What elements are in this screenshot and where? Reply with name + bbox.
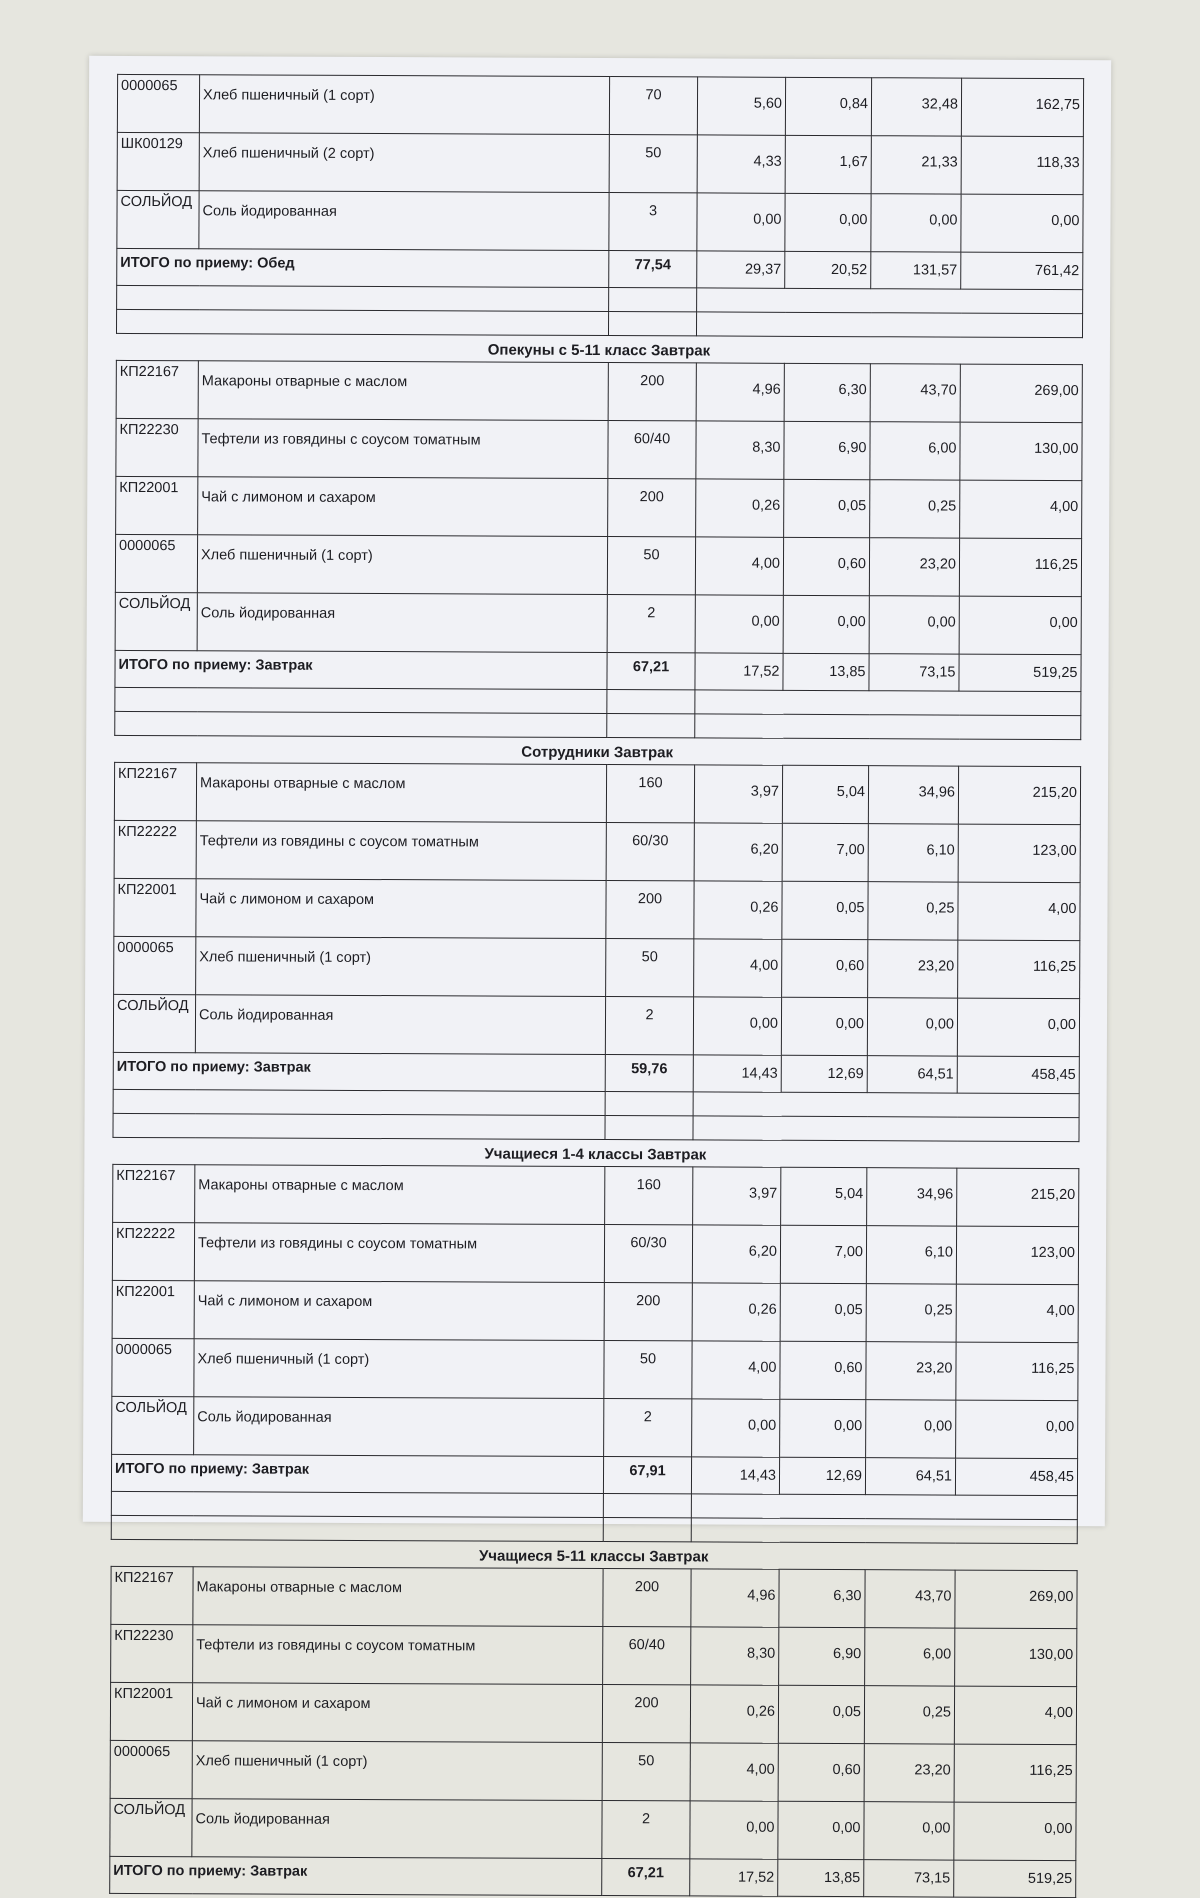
menu-table	[111, 1164, 1080, 1544]
item-code: СОЛЬЙОД	[117, 190, 199, 248]
item-value-1: 0,26	[696, 479, 784, 537]
table-row	[110, 1682, 1076, 1744]
item-value-3: 23,20	[864, 1744, 954, 1802]
item-value-3: 6,00	[865, 1628, 955, 1686]
item-value-4: 0,00	[957, 998, 1079, 1057]
blank-cell	[113, 1113, 605, 1139]
blank-cell	[691, 1518, 1077, 1544]
item-value-2: 0,05	[778, 1685, 864, 1743]
item-value-4: 0,00	[959, 596, 1081, 655]
item-value-3: 23,20	[869, 538, 959, 596]
item-value-1: 4,33	[697, 135, 785, 193]
item-portion: 3	[609, 193, 697, 251]
table-row	[114, 936, 1080, 998]
item-portion: 160	[606, 765, 694, 823]
item-name: Макароны отварные с маслом	[195, 1165, 605, 1225]
menu-document	[109, 74, 1083, 1898]
item-code: 0000065	[115, 534, 197, 592]
total-value-4: 458,45	[957, 1056, 1079, 1094]
total-value-2: 13,85	[783, 653, 869, 690]
total-price: 67,91	[603, 1457, 691, 1494]
item-value-3: 34,96	[867, 1168, 957, 1226]
blank-cell	[691, 1494, 1077, 1520]
item-value-1: 0,26	[690, 1685, 778, 1743]
table-row	[116, 360, 1082, 422]
table-row	[112, 1338, 1078, 1400]
total-price: 59,76	[605, 1055, 693, 1092]
item-value-2: 0,60	[780, 1341, 866, 1399]
item-name: Соль йодированная	[197, 593, 607, 653]
blank-cell	[117, 285, 609, 311]
item-value-1: 0,26	[692, 1283, 780, 1341]
item-value-1: 8,30	[691, 1627, 779, 1685]
section-title: Опекуны с 5-11 класс Завтрак	[487, 341, 711, 360]
item-code: 0000065	[117, 74, 199, 132]
item-code: КП22001	[110, 1682, 192, 1740]
total-value-2: 12,69	[781, 1055, 867, 1092]
item-value-2: 0,00	[778, 1801, 864, 1859]
item-code: КП22167	[114, 762, 196, 820]
item-value-2: 6,30	[784, 363, 870, 421]
item-value-2: 0,00	[783, 595, 869, 653]
item-value-3: 0,00	[864, 1802, 954, 1860]
item-name: Соль йодированная	[194, 1397, 604, 1457]
total-row	[117, 248, 1083, 289]
item-value-4: 123,00	[958, 824, 1080, 883]
paper-sheet	[83, 56, 1111, 1888]
item-portion: 50	[602, 1743, 690, 1801]
blank-cell	[607, 690, 695, 714]
item-value-2: 6,90	[784, 421, 870, 479]
item-value-2: 0,00	[780, 1399, 866, 1457]
item-code: СОЛЬЙОД	[110, 1798, 192, 1856]
item-value-2: 1,67	[785, 135, 871, 193]
item-code: КП22222	[114, 820, 196, 878]
item-portion: 60/30	[606, 823, 694, 881]
item-value-3: 6,00	[870, 422, 960, 480]
section-title: Сотрудники Завтрак	[521, 743, 674, 762]
item-value-1: 3,97	[693, 1167, 781, 1225]
item-value-2: 0,00	[785, 193, 871, 251]
item-code: КП22230	[116, 418, 198, 476]
blank-row	[111, 1515, 1077, 1543]
blank-cell	[115, 687, 607, 713]
item-code: КП22222	[112, 1222, 194, 1280]
item-portion: 60/40	[603, 1627, 691, 1685]
item-name: Хлеб пшеничный (1 сорт)	[199, 75, 609, 135]
item-value-4: 116,25	[959, 538, 1081, 597]
table-row	[117, 74, 1083, 136]
total-value-3: 73,15	[869, 654, 959, 691]
item-value-4: 4,00	[960, 480, 1082, 539]
item-value-1: 8,30	[696, 421, 784, 479]
item-value-2: 0,60	[782, 939, 868, 997]
item-name: Макароны отварные с маслом	[196, 763, 606, 823]
table-row	[112, 1280, 1078, 1342]
item-name: Тефтели из говядины с соусом томатным	[196, 821, 606, 881]
blank-cell	[603, 1518, 691, 1542]
item-name: Чай с лимоном и сахаром	[194, 1281, 604, 1341]
item-value-2: 0,00	[781, 997, 867, 1055]
table-row	[112, 1396, 1078, 1458]
item-code: ШК00129	[117, 132, 199, 190]
total-value-4: 519,25	[959, 654, 1081, 692]
total-label: ИТОГО по приему: Завтрак	[113, 1052, 605, 1091]
item-value-2: 0,60	[778, 1743, 864, 1801]
table-row	[113, 1164, 1079, 1226]
section-title: Учащиеся 1-4 классы Завтрак	[484, 1145, 707, 1164]
total-value-3: 131,57	[871, 252, 961, 289]
item-value-2: 0,05	[784, 479, 870, 537]
blank-cell	[697, 288, 1083, 314]
item-value-1: 4,00	[692, 1341, 780, 1399]
menu-section	[114, 334, 1082, 740]
item-portion: 60/40	[608, 421, 696, 479]
table-row	[116, 418, 1082, 480]
item-value-2: 0,60	[783, 537, 869, 595]
item-value-3: 43,70	[870, 364, 960, 422]
total-value-3: 64,51	[867, 1056, 957, 1093]
item-name: Хлеб пшеничный (2 сорт)	[199, 133, 609, 193]
item-portion: 70	[609, 77, 697, 135]
item-portion: 50	[604, 1341, 692, 1399]
item-value-3: 43,70	[865, 1570, 955, 1628]
item-portion: 2	[604, 1399, 692, 1457]
menu-section	[112, 736, 1080, 1142]
item-value-1: 0,00	[692, 1399, 780, 1457]
table-row	[114, 820, 1080, 882]
total-value-4: 519,25	[954, 1860, 1076, 1898]
total-value-1: 17,52	[695, 653, 783, 690]
item-value-1: 0,00	[690, 1801, 778, 1859]
menu-section	[116, 74, 1083, 338]
item-portion: 200	[608, 363, 696, 421]
item-portion: 60/30	[604, 1225, 692, 1283]
total-row	[115, 650, 1081, 691]
item-value-4: 4,00	[954, 1686, 1076, 1745]
table-row	[114, 762, 1080, 824]
total-value-4: 761,42	[961, 252, 1083, 290]
total-row	[113, 1052, 1079, 1093]
item-value-4: 116,25	[954, 1744, 1076, 1803]
item-value-3: 0,00	[871, 194, 961, 252]
item-portion: 2	[602, 1801, 690, 1859]
item-name: Макароны отварные с маслом	[198, 361, 608, 421]
menu-table	[114, 360, 1083, 740]
blank-cell	[113, 1089, 605, 1115]
item-value-1: 6,20	[694, 823, 782, 881]
item-code: КП22230	[111, 1624, 193, 1682]
item-value-4: 130,00	[960, 422, 1082, 481]
item-code: СОЛЬЙОД	[115, 592, 197, 650]
item-value-4: 215,20	[957, 1168, 1079, 1227]
menu-table	[109, 1566, 1077, 1898]
item-code: 0000065	[112, 1338, 194, 1396]
blank-row	[115, 711, 1081, 739]
total-row	[111, 1454, 1077, 1495]
item-value-1: 4,00	[690, 1743, 778, 1801]
item-value-1: 0,00	[695, 595, 783, 653]
item-value-3: 0,00	[867, 998, 957, 1056]
item-value-4: 0,00	[956, 1400, 1078, 1459]
total-value-1: 14,43	[691, 1457, 779, 1494]
section-title: Учащиеся 5-11 классы Завтрак	[478, 1547, 709, 1566]
item-code: 0000065	[110, 1740, 192, 1798]
item-value-4: 130,00	[955, 1628, 1077, 1687]
item-value-4: 118,33	[961, 136, 1083, 195]
item-value-3: 0,25	[870, 480, 960, 538]
item-value-3: 0,25	[866, 1284, 956, 1342]
item-value-3: 6,10	[868, 824, 958, 882]
total-price: 67,21	[607, 653, 695, 690]
item-value-2: 5,04	[782, 765, 868, 823]
total-price: 77,54	[609, 251, 697, 288]
item-code: СОЛЬЙОД	[112, 1396, 194, 1454]
item-code: КП22001	[112, 1280, 194, 1338]
item-name: Хлеб пшеничный (1 сорт)	[196, 937, 606, 997]
blank-cell	[115, 711, 607, 737]
item-value-1: 0,00	[697, 193, 785, 251]
item-name: Хлеб пшеничный (1 сорт)	[194, 1339, 604, 1399]
blank-cell	[116, 309, 608, 335]
item-value-1: 4,96	[696, 363, 784, 421]
item-code: КП22167	[113, 1164, 195, 1222]
item-value-4: 116,25	[958, 940, 1080, 999]
total-value-4: 458,45	[955, 1458, 1077, 1496]
item-value-1: 4,96	[691, 1569, 779, 1627]
item-portion: 2	[607, 595, 695, 653]
total-value-1: 17,52	[690, 1859, 778, 1896]
item-value-3: 0,00	[869, 596, 959, 654]
blank-cell	[603, 1494, 691, 1518]
blank-row	[116, 309, 1082, 337]
item-value-3: 23,20	[866, 1342, 956, 1400]
total-value-2: 12,69	[779, 1457, 865, 1494]
total-label: ИТОГО по приему: Обед	[117, 248, 609, 287]
total-label: ИТОГО по приему: Завтрак	[111, 1454, 603, 1493]
blank-cell	[111, 1491, 603, 1517]
menu-table	[116, 74, 1084, 338]
blank-cell	[696, 312, 1082, 338]
blank-cell	[111, 1515, 603, 1541]
item-value-4: 162,75	[961, 78, 1083, 137]
item-value-1: 0,00	[693, 997, 781, 1055]
item-name: Тефтели из говядины с соусом томатным	[198, 419, 608, 479]
total-value-3: 73,15	[864, 1860, 954, 1897]
item-name: Макароны отварные с маслом	[193, 1567, 603, 1627]
total-label: ИТОГО по приему: Завтрак	[115, 650, 607, 689]
total-row	[110, 1856, 1076, 1897]
item-value-3: 6,10	[866, 1226, 956, 1284]
item-value-4: 269,00	[960, 364, 1082, 423]
table-row	[110, 1798, 1076, 1860]
total-price: 67,21	[602, 1859, 690, 1896]
table-row	[112, 1222, 1078, 1284]
table-row	[111, 1566, 1077, 1628]
item-value-2: 6,30	[779, 1569, 865, 1627]
item-value-3: 21,33	[871, 136, 961, 194]
blank-cell	[605, 1116, 693, 1140]
total-value-3: 64,51	[865, 1458, 955, 1495]
item-value-1: 3,97	[694, 765, 782, 823]
total-value-1: 29,37	[697, 251, 785, 288]
item-value-2: 7,00	[780, 1225, 866, 1283]
item-value-1: 4,00	[694, 939, 782, 997]
menu-section	[109, 1540, 1077, 1898]
blank-cell	[605, 1092, 693, 1116]
item-portion: 200	[608, 479, 696, 537]
item-code: КП22167	[111, 1566, 193, 1624]
total-label: ИТОГО по приему: Завтрак	[110, 1856, 602, 1895]
item-value-2: 0,84	[785, 77, 871, 135]
item-name: Хлеб пшеничный (1 сорт)	[197, 535, 607, 595]
item-value-3: 0,00	[866, 1400, 956, 1458]
table-row	[115, 534, 1081, 596]
total-value-2: 20,52	[785, 251, 871, 288]
table-row	[111, 1624, 1077, 1686]
item-name: Чай с лимоном и сахаром	[196, 879, 606, 939]
item-value-2: 0,05	[782, 881, 868, 939]
item-portion: 200	[602, 1685, 690, 1743]
item-value-4: 0,00	[961, 194, 1083, 253]
table-row	[116, 476, 1082, 538]
item-value-3: 34,96	[868, 766, 958, 824]
item-code: 0000065	[114, 936, 196, 994]
item-value-3: 32,48	[871, 78, 961, 136]
item-value-4: 0,00	[954, 1802, 1076, 1861]
blank-cell	[693, 1092, 1079, 1118]
item-portion: 200	[606, 881, 694, 939]
item-code: КП22001	[114, 878, 196, 936]
item-value-4: 4,00	[956, 1284, 1078, 1343]
item-code: КП22001	[116, 476, 198, 534]
item-code: СОЛЬЙОД	[113, 994, 195, 1052]
blank-cell	[607, 714, 695, 738]
item-value-2: 0,05	[780, 1283, 866, 1341]
item-value-4: 116,25	[956, 1342, 1078, 1401]
blank-cell	[608, 312, 696, 336]
item-portion: 200	[603, 1569, 691, 1627]
blank-cell	[693, 1116, 1079, 1142]
item-name: Соль йодированная	[195, 995, 605, 1055]
table-row	[117, 190, 1083, 252]
item-name: Соль йодированная	[199, 191, 609, 251]
item-name: Чай с лимоном и сахаром	[192, 1683, 602, 1743]
item-name: Соль йодированная	[192, 1799, 602, 1859]
item-value-2: 5,04	[781, 1167, 867, 1225]
item-portion: 160	[605, 1167, 693, 1225]
menu-section	[111, 1138, 1079, 1544]
table-row	[114, 878, 1080, 940]
table-row	[115, 592, 1081, 654]
blank-cell	[695, 714, 1081, 740]
blank-cell	[609, 288, 697, 312]
item-portion: 50	[607, 537, 695, 595]
item-value-1: 0,26	[694, 881, 782, 939]
item-value-4: 215,20	[958, 766, 1080, 825]
item-name: Хлеб пшеничный (1 сорт)	[192, 1741, 602, 1801]
item-value-1: 6,20	[692, 1225, 780, 1283]
item-portion: 200	[604, 1283, 692, 1341]
item-value-2: 7,00	[782, 823, 868, 881]
table-row	[117, 132, 1083, 194]
item-portion: 50	[606, 939, 694, 997]
blank-row	[113, 1113, 1079, 1141]
table-row	[113, 994, 1079, 1056]
total-value-2: 13,85	[778, 1859, 864, 1896]
item-value-3: 0,25	[864, 1686, 954, 1744]
item-value-1: 4,00	[695, 537, 783, 595]
item-value-2: 6,90	[779, 1627, 865, 1685]
item-name: Тефтели из говядины с соусом томатным	[193, 1625, 603, 1685]
menu-table	[112, 762, 1081, 1142]
item-value-4: 269,00	[955, 1570, 1077, 1629]
item-value-3: 23,20	[868, 940, 958, 998]
item-portion: 2	[605, 997, 693, 1055]
item-name: Тефтели из говядины с соусом томатным	[194, 1223, 604, 1283]
item-value-1: 5,60	[697, 77, 785, 135]
total-value-1: 14,43	[693, 1055, 781, 1092]
item-value-4: 123,00	[956, 1226, 1078, 1285]
item-value-3: 0,25	[868, 882, 958, 940]
item-value-4: 4,00	[958, 882, 1080, 941]
item-portion: 50	[609, 135, 697, 193]
blank-cell	[695, 690, 1081, 716]
table-row	[110, 1740, 1076, 1802]
item-code: КП22167	[116, 360, 198, 418]
item-name: Чай с лимоном и сахаром	[198, 477, 608, 537]
